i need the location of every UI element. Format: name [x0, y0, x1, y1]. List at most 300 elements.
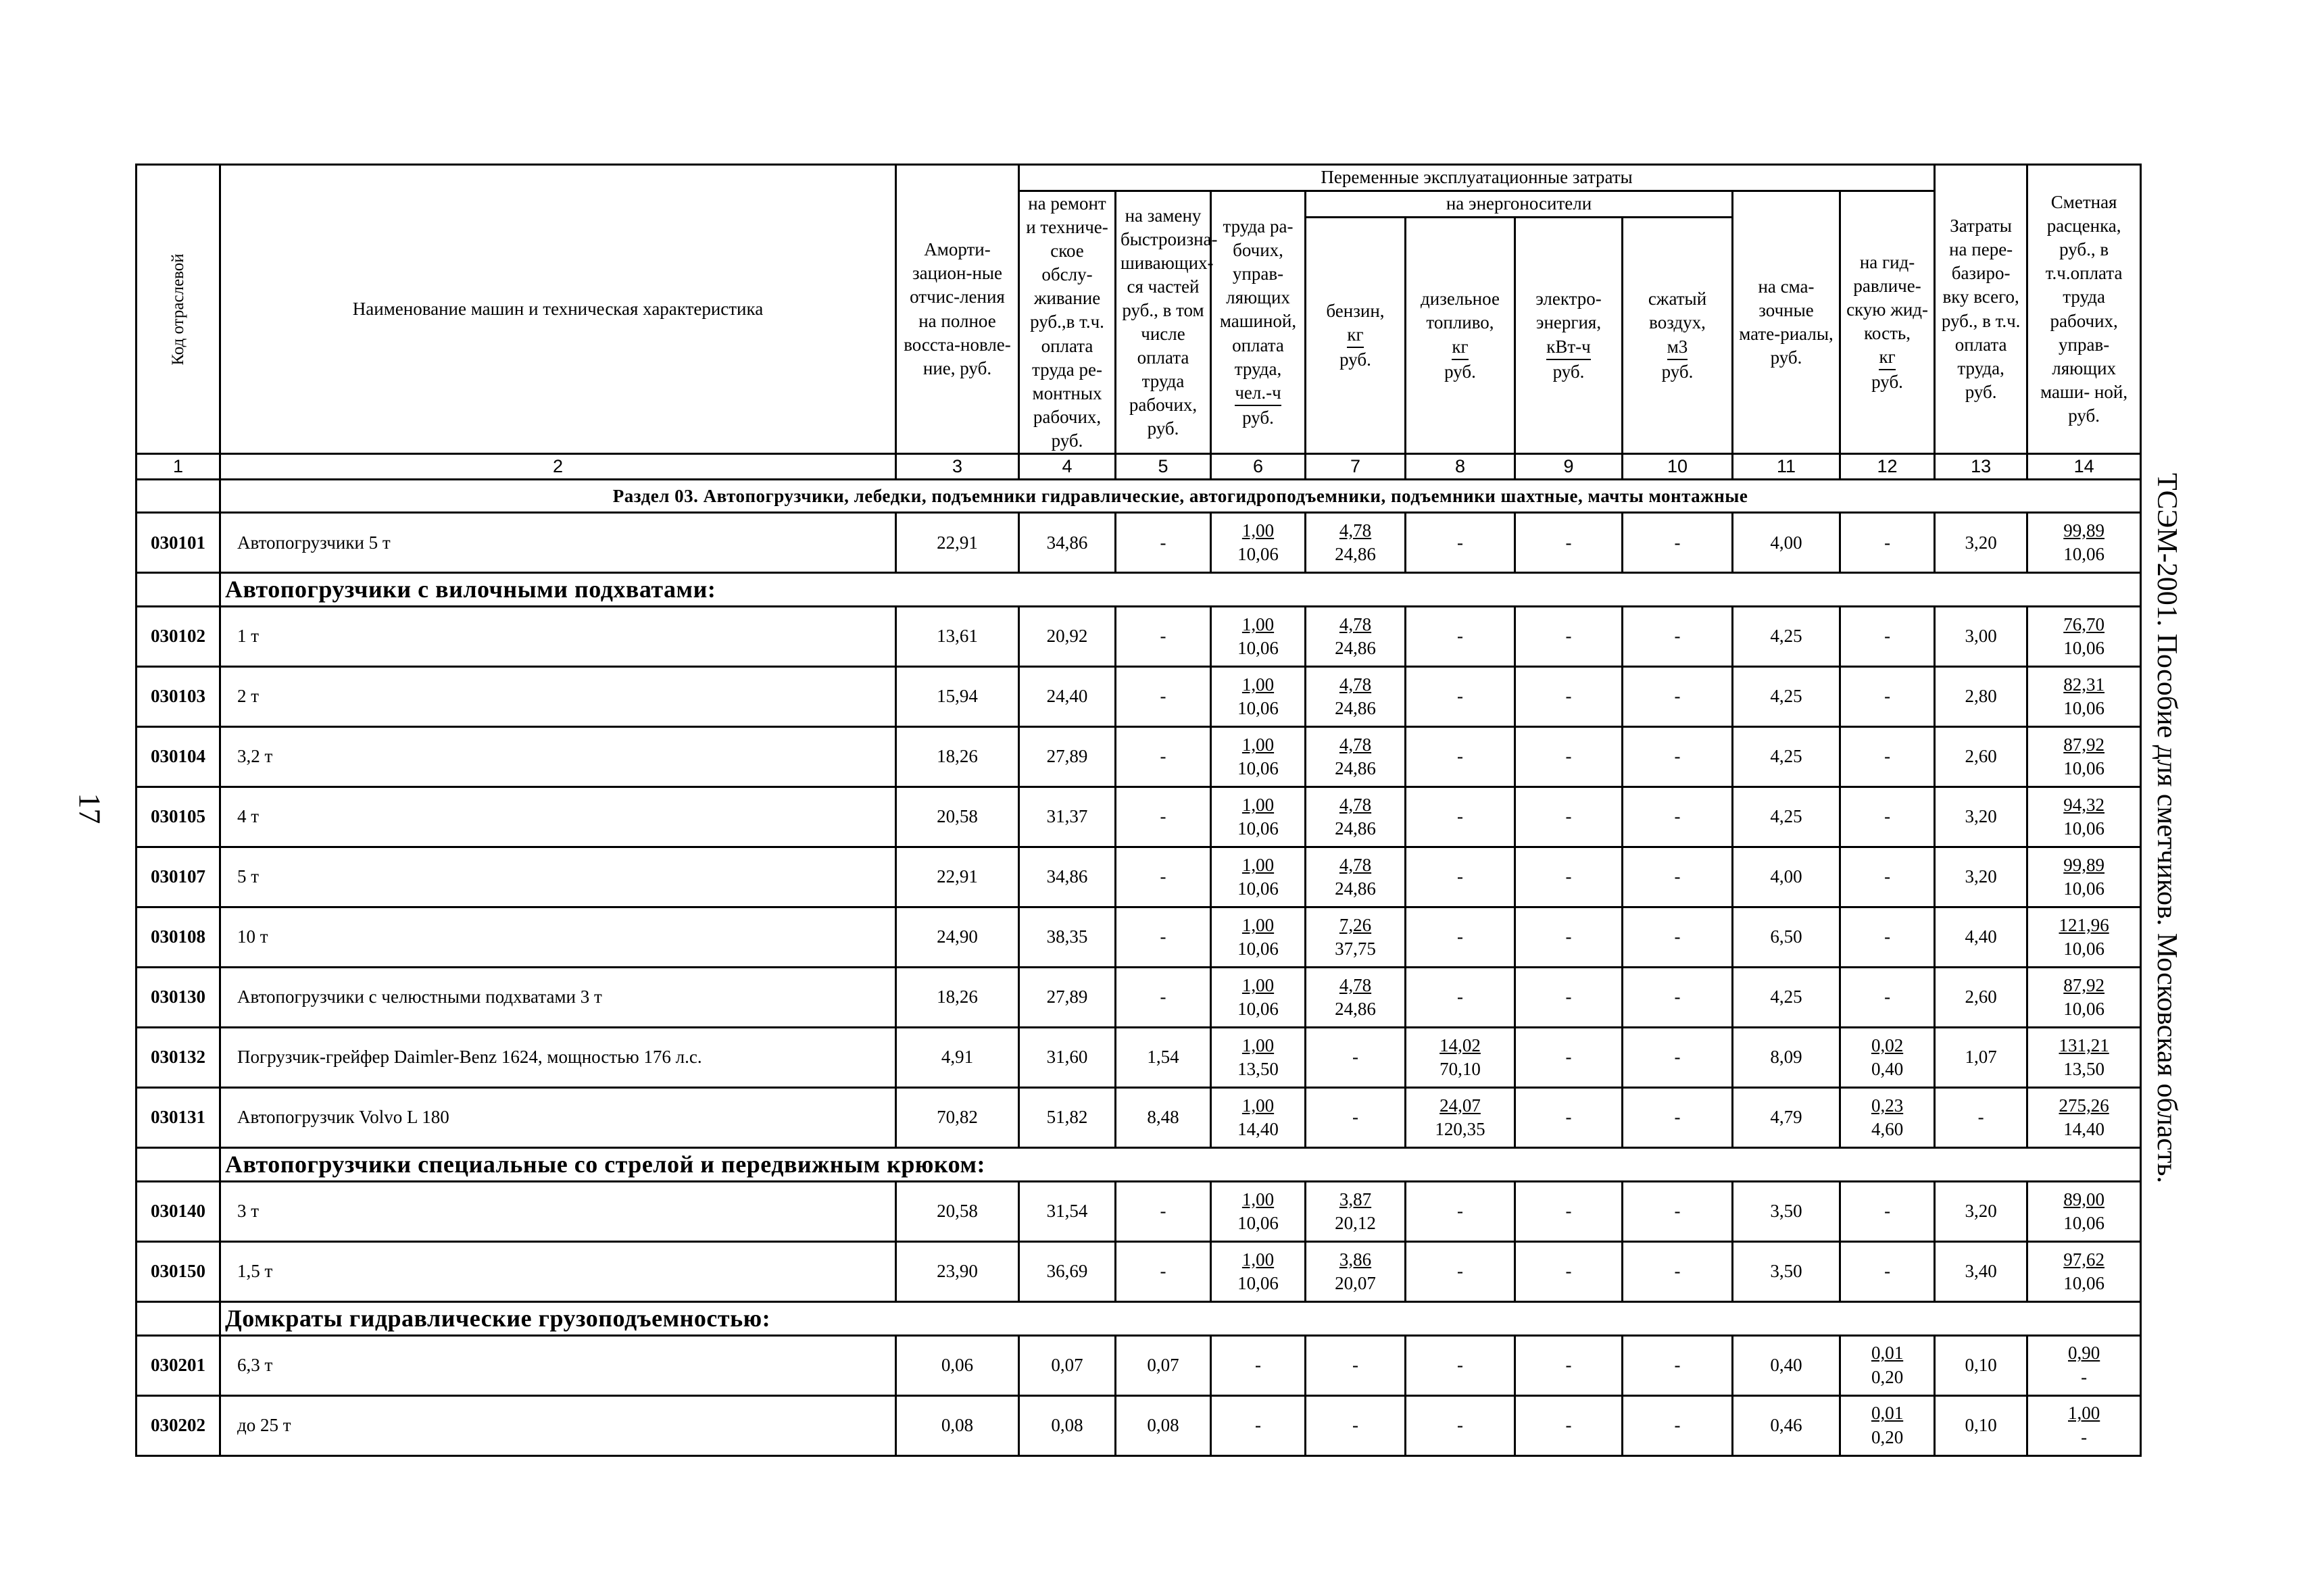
table-row [137, 787, 2141, 847]
estimate-cell-bottom: 10,06 [2063, 697, 2104, 718]
labor-cell-bottom: 10,06 [1237, 1272, 1279, 1293]
machine-name: 2 т [220, 666, 896, 726]
estimate-cell [2027, 1181, 2141, 1241]
header-repair: на ремонт и техниче-ское обслу-живание руб.,в т.ч. оплата труда ре-монтных рабочих, руб. [1019, 191, 1116, 454]
repair-cell: 24,40 [1019, 666, 1116, 726]
repair-cell: 31,37 [1019, 787, 1116, 847]
lubricant-cell: 0,46 [1733, 1395, 1840, 1455]
air-cell: - [1623, 1395, 1733, 1455]
diesel-cell: - [1406, 967, 1515, 1027]
machine-name: Погрузчик-грейфер Daimler-Benz 1624, мощностью 176 л.с. [220, 1027, 896, 1087]
labor-cell [1211, 726, 1306, 787]
lubricant-cell: 4,25 [1733, 606, 1840, 666]
estimate-cell-top: 87,92 [2063, 734, 2104, 755]
estimate-cell-bottom: 10,06 [2063, 544, 2104, 565]
section-title: Раздел 03. Автопогрузчики, лебедки, подъемники гидравлические, автогидроподъемники, подъемники шахтные, мачты монтажные [220, 480, 2141, 513]
hydraulic-cell-top: 0,23 [1871, 1095, 1904, 1116]
machine-name: Автопогрузчики с челюстными подхватами 3 т [220, 967, 896, 1027]
transport-cell: 1,07 [1935, 1027, 2027, 1087]
hydraulic-cell-top: 0,02 [1871, 1034, 1904, 1055]
lubricant-cell: 4,79 [1733, 1087, 1840, 1147]
air-cell: - [1623, 606, 1733, 666]
lubricant-cell: 3,50 [1733, 1181, 1840, 1241]
electricity-cell: - [1515, 1335, 1623, 1395]
estimate-cell-bottom: 10,06 [2063, 757, 2104, 778]
machine-name: 5 т [220, 847, 896, 907]
diesel-cell-bottom: 70,10 [1439, 1058, 1481, 1079]
group-title: Домкраты гидравлические грузоподъемностью: [220, 1301, 2141, 1335]
amortization-cell: 13,61 [896, 606, 1019, 666]
estimate-cell-bottom: 13,50 [2063, 1058, 2104, 1079]
hydraulic-cell: - [1840, 513, 1935, 573]
header-replace: на замену быстроизна-шивающих-ся частей руб., в том числе оплата труда рабочих, руб. [1116, 191, 1211, 454]
table-row [137, 1395, 2141, 1455]
repair-cell: 27,89 [1019, 726, 1116, 787]
amortization-cell: 0,06 [896, 1335, 1019, 1395]
machine-name: 1 т [220, 606, 896, 666]
group-code-cell [137, 1301, 220, 1335]
rates-table-container [135, 164, 2140, 1457]
estimate-cell-top: 131,21 [2059, 1034, 2109, 1055]
header-air: сжатый воздух, м3 руб. [1623, 218, 1733, 454]
repair-cell: 38,35 [1019, 907, 1116, 967]
diesel-cell [1406, 1027, 1515, 1087]
labor-cell [1211, 1087, 1306, 1147]
transport-cell: 0,10 [1935, 1395, 2027, 1455]
header-petrol: бензин, кг руб. [1306, 218, 1406, 454]
estimate-cell-bottom: 14,40 [2063, 1118, 2104, 1139]
labor-cell-top: 1,00 [1241, 1249, 1275, 1270]
amortization-cell: 24,90 [896, 907, 1019, 967]
col-number: 9 [1515, 454, 1623, 480]
replace-cell: - [1116, 1181, 1211, 1241]
estimate-cell [2027, 787, 2141, 847]
replace-cell: 1,54 [1116, 1027, 1211, 1087]
transport-cell: 3,40 [1935, 1241, 2027, 1301]
header-labor: труда ра-бочих, управ-ляющих машиной, оплата труда, чел.-ч руб. [1211, 191, 1306, 454]
petrol-cell-top: 3,86 [1339, 1249, 1372, 1270]
diesel-cell: - [1406, 1241, 1515, 1301]
petrol-cell: - [1306, 1027, 1406, 1087]
electricity-cell: - [1515, 513, 1623, 573]
section-row [137, 480, 2141, 513]
diesel-cell-top: 24,07 [1439, 1095, 1481, 1116]
petrol-cell: - [1306, 1395, 1406, 1455]
replace-cell: 0,07 [1116, 1335, 1211, 1395]
header-elec: электро-энергия, кВт-ч руб. [1515, 218, 1623, 454]
labor-cell-top: 1,00 [1241, 1095, 1275, 1116]
group-title: Автопогрузчики специальные со стрелой и передвижным крюком: [220, 1147, 2141, 1181]
air-cell: - [1623, 967, 1733, 1027]
estimate-cell [2027, 1241, 2141, 1301]
petrol-cell [1306, 847, 1406, 907]
electricity-cell: - [1515, 1241, 1623, 1301]
replace-cell: - [1116, 606, 1211, 666]
hydraulic-cell: - [1840, 606, 1935, 666]
lubricant-cell: 6,50 [1733, 907, 1840, 967]
petrol-cell-top: 4,78 [1339, 794, 1372, 815]
col-number: 3 [896, 454, 1019, 480]
machine-code: 030140 [137, 1181, 220, 1241]
group-code-cell [137, 573, 220, 607]
diesel-cell: - [1406, 513, 1515, 573]
machine-code: 030107 [137, 847, 220, 907]
header-diesel: дизельное топливо, кг руб. [1406, 218, 1515, 454]
replace-cell: - [1116, 513, 1211, 573]
repair-cell: 34,86 [1019, 513, 1116, 573]
diesel-cell: - [1406, 1335, 1515, 1395]
amortization-cell: 22,91 [896, 513, 1019, 573]
replace-cell: - [1116, 907, 1211, 967]
labor-cell-bottom: 10,06 [1237, 637, 1279, 658]
column-numbers-row [137, 454, 2141, 480]
estimate-cell-top: 94,32 [2063, 794, 2104, 815]
header-lube: на сма-зочные мате-риалы, руб. [1733, 191, 1840, 454]
diesel-cell: - [1406, 666, 1515, 726]
col-number: 10 [1623, 454, 1733, 480]
estimate-cell-bottom: 10,06 [2063, 998, 2104, 1019]
diesel-cell [1406, 1087, 1515, 1147]
diesel-cell: - [1406, 1395, 1515, 1455]
labor-cell-bottom: 10,06 [1237, 938, 1279, 959]
table-row [137, 1027, 2141, 1087]
estimate-cell [2027, 967, 2141, 1027]
petrol-cell [1306, 726, 1406, 787]
labor-cell-bottom: 10,06 [1237, 818, 1279, 839]
labor-cell-top: 1,00 [1241, 914, 1275, 935]
electricity-cell: - [1515, 847, 1623, 907]
labor-cell-top: 1,00 [1241, 734, 1275, 755]
diesel-cell: - [1406, 1181, 1515, 1241]
machine-code: 030101 [137, 513, 220, 573]
transport-cell: 3,20 [1935, 513, 2027, 573]
estimate-cell [2027, 1087, 2141, 1147]
petrol-cell-top: 4,78 [1339, 674, 1372, 695]
labor-cell-bottom: 10,06 [1237, 998, 1279, 1019]
labor-cell-top: 1,00 [1241, 854, 1275, 875]
petrol-cell: - [1306, 1087, 1406, 1147]
hydraulic-cell-top: 0,01 [1871, 1403, 1904, 1424]
col-number: 12 [1840, 454, 1935, 480]
petrol-cell-bottom: 24,86 [1335, 757, 1376, 778]
lubricant-cell: 4,25 [1733, 787, 1840, 847]
diesel-cell: - [1406, 847, 1515, 907]
petrol-cell [1306, 606, 1406, 666]
estimate-cell [2027, 1335, 2141, 1395]
transport-cell: 3,20 [1935, 1181, 2027, 1241]
header-row-1 [137, 165, 2141, 191]
machine-code: 030130 [137, 967, 220, 1027]
labor-cell-top: 1,00 [1241, 1189, 1275, 1210]
header-name: Наименование машин и техническая характеристика [220, 165, 896, 454]
petrol-cell-bottom: 24,86 [1335, 878, 1376, 899]
machine-code: 030131 [137, 1087, 220, 1147]
machine-name: 3 т [220, 1181, 896, 1241]
electricity-cell: - [1515, 1027, 1623, 1087]
hydraulic-cell-bottom: 0,40 [1871, 1058, 1904, 1079]
amortization-cell: 18,26 [896, 726, 1019, 787]
col-number: 1 [137, 454, 220, 480]
estimate-cell [2027, 606, 2141, 666]
machine-code: 030132 [137, 1027, 220, 1087]
petrol-cell-bottom: 24,86 [1335, 637, 1376, 658]
machine-name: 3,2 т [220, 726, 896, 787]
lubricant-cell: 4,25 [1733, 967, 1840, 1027]
transport-cell: 3,00 [1935, 606, 2027, 666]
electricity-cell: - [1515, 1181, 1623, 1241]
petrol-cell-top: 4,78 [1339, 520, 1372, 541]
transport-cell: 0,10 [1935, 1335, 2027, 1395]
labor-cell-top: 1,00 [1241, 1034, 1275, 1055]
labor-cell [1211, 967, 1306, 1027]
transport-cell: 4,40 [1935, 907, 2027, 967]
section-code-cell [137, 480, 220, 513]
lubricant-cell: 0,40 [1733, 1335, 1840, 1395]
air-cell: - [1623, 1335, 1733, 1395]
hydraulic-cell [1840, 1027, 1935, 1087]
estimate-cell-top: 1,00 [2068, 1403, 2100, 1424]
lubricant-cell: 3,50 [1733, 1241, 1840, 1301]
estimate-cell-bottom: 10,06 [2063, 637, 2104, 658]
diesel-cell-bottom: 120,35 [1435, 1118, 1485, 1139]
repair-cell: 27,89 [1019, 967, 1116, 1027]
machine-code: 030102 [137, 606, 220, 666]
electricity-cell: - [1515, 1395, 1623, 1455]
repair-cell: 0,07 [1019, 1335, 1116, 1395]
estimate-cell-top: 0,90 [2068, 1343, 2100, 1364]
table-row [137, 907, 2141, 967]
labor-cell-bottom: 10,06 [1237, 544, 1279, 565]
col-number: 6 [1211, 454, 1306, 480]
table-row [137, 726, 2141, 787]
labor-cell-bottom: 10,06 [1237, 1212, 1279, 1233]
electricity-cell: - [1515, 726, 1623, 787]
hydraulic-cell: - [1840, 967, 1935, 1027]
petrol-cell [1306, 967, 1406, 1027]
estimate-cell [2027, 847, 2141, 907]
electricity-cell: - [1515, 907, 1623, 967]
labor-cell [1211, 606, 1306, 666]
col-number: 14 [2027, 454, 2141, 480]
diesel-cell-top: 14,02 [1439, 1034, 1481, 1055]
labor-cell-top: 1,00 [1241, 794, 1275, 815]
replace-cell: - [1116, 847, 1211, 907]
amortization-cell: 23,90 [896, 1241, 1019, 1301]
hydraulic-cell: - [1840, 787, 1935, 847]
air-cell: - [1623, 1087, 1733, 1147]
petrol-cell [1306, 666, 1406, 726]
estimate-cell-top: 121,96 [2059, 914, 2109, 935]
hydraulic-cell: - [1840, 1241, 1935, 1301]
petrol-cell [1306, 787, 1406, 847]
diesel-cell: - [1406, 606, 1515, 666]
machine-code: 030150 [137, 1241, 220, 1301]
estimate-cell-bottom: - [2081, 1426, 2088, 1447]
group-code-cell [137, 1147, 220, 1181]
labor-cell-top: 1,00 [1241, 520, 1275, 541]
electricity-cell: - [1515, 967, 1623, 1027]
table-row [137, 1335, 2141, 1395]
col-number: 2 [220, 454, 896, 480]
petrol-cell-top: 4,78 [1339, 734, 1372, 755]
labor-cell-top: 1,00 [1241, 974, 1275, 995]
estimate-cell-bottom: 10,06 [2063, 818, 2104, 839]
estimate-cell [2027, 513, 2141, 573]
petrol-cell-top: 4,78 [1339, 974, 1372, 995]
petrol-cell-bottom: 24,86 [1335, 544, 1376, 565]
table-row [137, 513, 2141, 573]
petrol-cell-top: 3,87 [1339, 1189, 1372, 1210]
petrol-cell-bottom: 24,86 [1335, 998, 1376, 1019]
header-code: Код отраслевой [137, 165, 220, 454]
petrol-cell [1306, 1241, 1406, 1301]
machine-code: 030104 [137, 726, 220, 787]
air-cell: - [1623, 513, 1733, 573]
labor-cell [1211, 1241, 1306, 1301]
lubricant-cell: 4,25 [1733, 666, 1840, 726]
hydraulic-cell: - [1840, 1181, 1935, 1241]
hydraulic-cell: - [1840, 666, 1935, 726]
transport-cell: 2,60 [1935, 967, 2027, 1027]
diesel-cell: - [1406, 907, 1515, 967]
hydraulic-cell: - [1840, 847, 1935, 907]
electricity-cell: - [1515, 666, 1623, 726]
estimate-cell [2027, 1027, 2141, 1087]
petrol-cell [1306, 907, 1406, 967]
labor-cell [1211, 907, 1306, 967]
amortization-cell: 22,91 [896, 847, 1019, 907]
estimate-cell-bottom: 10,06 [2063, 1272, 2104, 1293]
replace-cell: - [1116, 726, 1211, 787]
labor-cell [1211, 1027, 1306, 1087]
repair-cell: 34,86 [1019, 847, 1116, 907]
table-row [137, 847, 2141, 907]
air-cell: - [1623, 726, 1733, 787]
group-row [137, 573, 2141, 607]
petrol-cell-bottom: 24,86 [1335, 818, 1376, 839]
lubricant-cell: 4,00 [1733, 513, 1840, 573]
header-hydro: на гид-равличе-скую жид-кость, кг руб. [1840, 191, 1935, 454]
rates-table [135, 164, 2142, 1457]
table-row [137, 1181, 2141, 1241]
header-variable: Переменные эксплуатационные затраты [1019, 165, 1935, 191]
air-cell: - [1623, 1027, 1733, 1087]
hydraulic-cell [1840, 1395, 1935, 1455]
labor-cell-top: 1,00 [1241, 674, 1275, 695]
lubricant-cell: 8,09 [1733, 1027, 1840, 1087]
replace-cell: - [1116, 787, 1211, 847]
header-energy: на энергоносители [1306, 191, 1733, 218]
estimate-cell-bottom: 10,06 [2063, 938, 2104, 959]
header-estimate: Сметная расценка, руб., в т.ч.оплата труда рабочих, управ-ляющих маши- ной, руб. [2027, 165, 2141, 454]
amortization-cell: 70,82 [896, 1087, 1019, 1147]
machine-code: 030105 [137, 787, 220, 847]
group-title: Автопогрузчики с вилочными подхватами: [220, 573, 2141, 607]
col-number: 11 [1733, 454, 1840, 480]
air-cell: - [1623, 1241, 1733, 1301]
table-row [137, 606, 2141, 666]
amortization-cell: 18,26 [896, 967, 1019, 1027]
amortization-cell: 0,08 [896, 1395, 1019, 1455]
petrol-cell-bottom: 37,75 [1335, 938, 1376, 959]
repair-cell: 36,69 [1019, 1241, 1116, 1301]
electricity-cell: - [1515, 787, 1623, 847]
replace-cell: - [1116, 666, 1211, 726]
transport-cell: 3,20 [1935, 787, 2027, 847]
estimate-cell-bottom: 10,06 [2063, 878, 2104, 899]
labor-cell [1211, 666, 1306, 726]
repair-cell: 51,82 [1019, 1087, 1116, 1147]
estimate-cell-top: 82,31 [2063, 674, 2104, 695]
repair-cell: 20,92 [1019, 606, 1116, 666]
machine-name: Автопогрузчик Volvo L 180 [220, 1087, 896, 1147]
col-number: 4 [1019, 454, 1116, 480]
estimate-cell-top: 275,26 [2059, 1095, 2109, 1116]
amortization-cell: 15,94 [896, 666, 1019, 726]
machine-name: до 25 т [220, 1395, 896, 1455]
labor-cell: - [1211, 1335, 1306, 1395]
repair-cell: 0,08 [1019, 1395, 1116, 1455]
petrol-cell [1306, 513, 1406, 573]
labor-cell [1211, 513, 1306, 573]
machine-code: 030201 [137, 1335, 220, 1395]
col-number: 13 [1935, 454, 2027, 480]
lubricant-cell: 4,00 [1733, 847, 1840, 907]
repair-cell: 31,54 [1019, 1181, 1116, 1241]
air-cell: - [1623, 666, 1733, 726]
diesel-cell: - [1406, 787, 1515, 847]
estimate-cell-top: 87,92 [2063, 974, 2104, 995]
amortization-cell: 20,58 [896, 787, 1019, 847]
air-cell: - [1623, 907, 1733, 967]
electricity-cell: - [1515, 1087, 1623, 1147]
hydraulic-cell-top: 0,01 [1871, 1343, 1904, 1364]
labor-cell-bottom: 10,06 [1237, 697, 1279, 718]
petrol-cell-bottom: 20,07 [1335, 1272, 1376, 1293]
transport-cell: 3,20 [1935, 847, 2027, 907]
estimate-cell-bottom: - [2081, 1366, 2088, 1387]
group-row [137, 1301, 2141, 1335]
amortization-cell: 4,91 [896, 1027, 1019, 1087]
replace-cell: 0,08 [1116, 1395, 1211, 1455]
petrol-cell [1306, 1181, 1406, 1241]
replace-cell: - [1116, 967, 1211, 1027]
machine-name: 10 т [220, 907, 896, 967]
machine-name: Автопогрузчики 5 т [220, 513, 896, 573]
labor-cell [1211, 1181, 1306, 1241]
lubricant-cell: 4,25 [1733, 726, 1840, 787]
table-row [137, 1241, 2141, 1301]
header-transport: Затраты на пере-базиро-вку всего, руб., в т.ч. оплата труда, руб. [1935, 165, 2027, 454]
hydraulic-cell-bottom: 0,20 [1871, 1366, 1904, 1387]
estimate-cell-top: 99,89 [2063, 520, 2104, 541]
labor-cell-bottom: 10,06 [1237, 878, 1279, 899]
labor-cell-bottom: 14,40 [1237, 1118, 1279, 1139]
labor-cell-top: 1,00 [1241, 614, 1275, 634]
table-row [137, 967, 2141, 1027]
replace-cell: 8,48 [1116, 1087, 1211, 1147]
transport-cell: 2,80 [1935, 666, 2027, 726]
estimate-cell-bottom: 10,06 [2063, 1212, 2104, 1233]
hydraulic-cell-bottom: 4,60 [1871, 1118, 1904, 1139]
machine-name: 6,3 т [220, 1335, 896, 1395]
diesel-cell: - [1406, 726, 1515, 787]
repair-cell: 31,60 [1019, 1027, 1116, 1087]
labor-cell [1211, 787, 1306, 847]
machine-code: 030108 [137, 907, 220, 967]
estimate-cell-top: 89,00 [2063, 1189, 2104, 1210]
petrol-cell-bottom: 20,12 [1335, 1212, 1376, 1233]
